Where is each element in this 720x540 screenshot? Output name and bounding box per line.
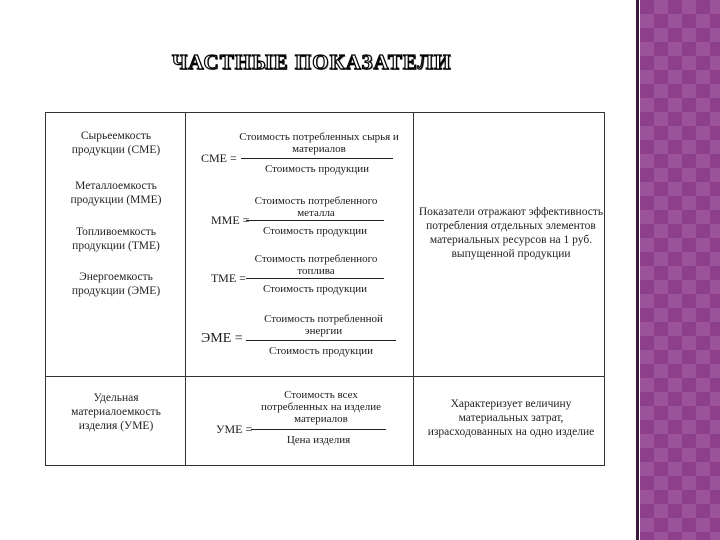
page-title: ЧАСТНЫЕ ПОКАЗАТЕЛИ (172, 50, 452, 74)
indicator-name: Топливоемкость продукции (ТМЕ) (72, 226, 160, 252)
formula-ume (216, 389, 406, 453)
formula-label: УМЕ = (216, 422, 253, 436)
formula-numerator: Стоимость потребленной энергии (264, 313, 383, 337)
formula-denominator: Стоимость продукции (262, 225, 368, 237)
indicator-description: Характеризует величину материальных затрат, израсходованных на одно изделие (427, 398, 595, 438)
formula-denominator: Стоимость продукции (268, 345, 374, 357)
fraction-bar (246, 220, 384, 221)
formula-mme (211, 195, 406, 247)
formula-denominator: Стоимость продукции (264, 163, 370, 175)
fraction-bar (241, 158, 393, 159)
indicator-description: Показатели отражают эффективность потребления отдельных элементов материальных ресурсов на 1 руб. выпущенной продукции (418, 206, 604, 260)
formula-label: ЭМЕ = (201, 331, 243, 346)
fraction-bar (246, 278, 384, 279)
fraction-bar (246, 340, 396, 341)
formula-sme (201, 131, 406, 183)
formula-denominator: Стоимость продукции (262, 283, 368, 295)
formula-numerator: Стоимость потребленного топлива (254, 253, 378, 277)
column-divider (413, 113, 414, 465)
formula-label: ТМЕ = (211, 271, 246, 285)
indicator-name: Сырьеемкость продукции (СМЕ) (71, 130, 161, 156)
formula-label: СМЕ = (201, 151, 237, 165)
formula-denominator: Цена изделия (286, 434, 351, 446)
decorative-side-band (640, 0, 720, 540)
column-divider (185, 113, 186, 465)
formula-eme (201, 313, 406, 365)
indicator-name: Удельная материалоемкость изделия (УМЕ) (71, 392, 161, 432)
fraction-bar (251, 429, 386, 430)
indicator-name: Металлоемкость продукции (ММЕ) (70, 180, 162, 206)
formula-numerator: Стоимость потребленного металла (254, 195, 378, 219)
indicator-name: Энергоемкость продукции (ЭМЕ) (71, 271, 161, 297)
formula-numerator: Стоимость всех потребленных на изделие материалов (261, 389, 381, 425)
formula-label: ММЕ = (211, 213, 250, 227)
row-divider (46, 376, 604, 377)
side-divider (636, 0, 639, 540)
formula-numerator: Стоимость потребленных сырья и материалов (239, 131, 399, 155)
indicators-table (45, 112, 605, 466)
formula-tme (211, 253, 406, 305)
